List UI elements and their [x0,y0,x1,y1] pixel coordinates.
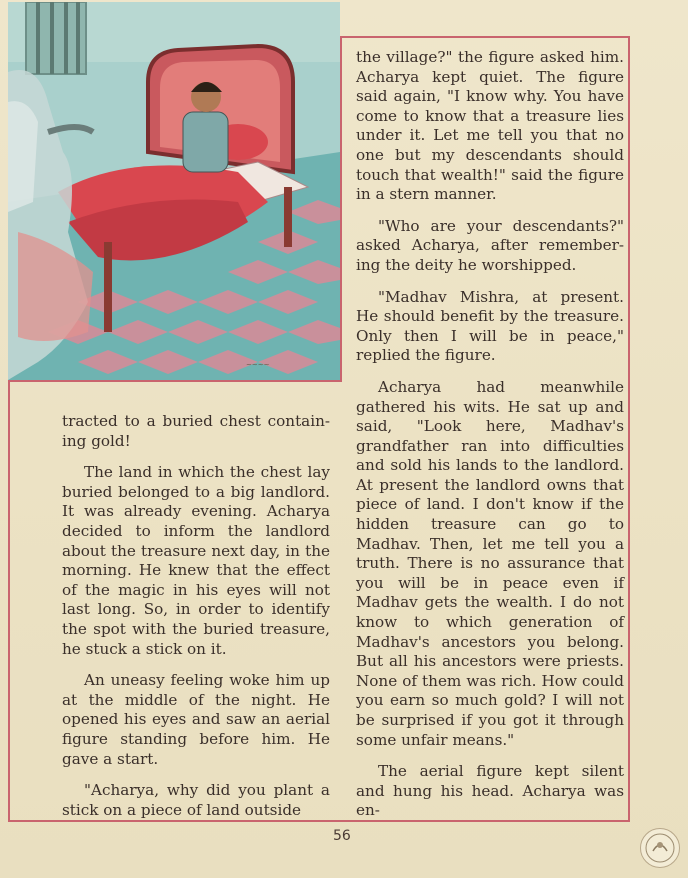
paragraph: "Acharya, why did you plant a stick on a piece of land outside [62,781,330,819]
frame-line-illustration-bottom [8,380,342,382]
frame-line-right [628,36,630,822]
svg-text:~~~~: ~~~~ [246,361,270,369]
paragraph: tracted to a buried chest contain-ing gold! [62,412,330,450]
story-illustration [8,2,340,380]
publisher-logo-icon [640,828,680,868]
paragraph: the village?" the figure asked him. Acharya kept quiet. The figure said again, "I know why. You have come to know that a treasure lies under it. Let me tell you that no one but my descendants should touch that wealth!" said the figure in a stern manner. [356,48,624,204]
left-text-column [62,412,330,832]
right-text-column [356,48,624,833]
page-number: 56 [333,828,351,844]
paragraph: "Madhav Mishra, at present. He should benefit by the treasure. Only then I will be in peace," replied the figure. [356,287,624,365]
paragraph: Acharya had meanwhile gathered his wits. He sat up and said, "Look here, Madhav's grandfather ran into difficulties and sold his lands to the landlord. At present the landlord owns that piece of land. I don't know if the hidden treasure can go to Madhav. Then, let me tell you a truth. There is no assurance that you will be in peace even if Madhav gets the wealth. I do not know to which generation of Madhav's ancestors you belong. But all his ancestors were priests. None of them was rich. How could you earn so much gold? I will not be surprised if you got it through some unfair means." [356,377,624,749]
paragraph: The land in which the chest lay buried belonged to a big landlord. It was already evening. Acharya decided to inform the landlord about the treasure next day, in the morning. He knew that the effect of the magic in his eyes will not last long. So, in order to identify the spot with the buried treasure, he stuck a stick on it. [62,463,330,658]
frame-line-illustration-right [340,36,342,382]
paragraph: "Who are your descendants?" asked Acharya, after remember-ing the deity he worshipped. [356,216,624,274]
illustration-art [8,2,340,380]
frame-line-left [8,380,10,822]
paragraph: The aerial figure kept silent and hung his head. Acharya was en- [356,762,624,820]
frame-line-top [340,36,630,38]
paragraph: An uneasy feeling woke him up at the middle of the night. He opened his eyes and saw an aerial figure standing before him. He gave a start. [62,671,330,768]
